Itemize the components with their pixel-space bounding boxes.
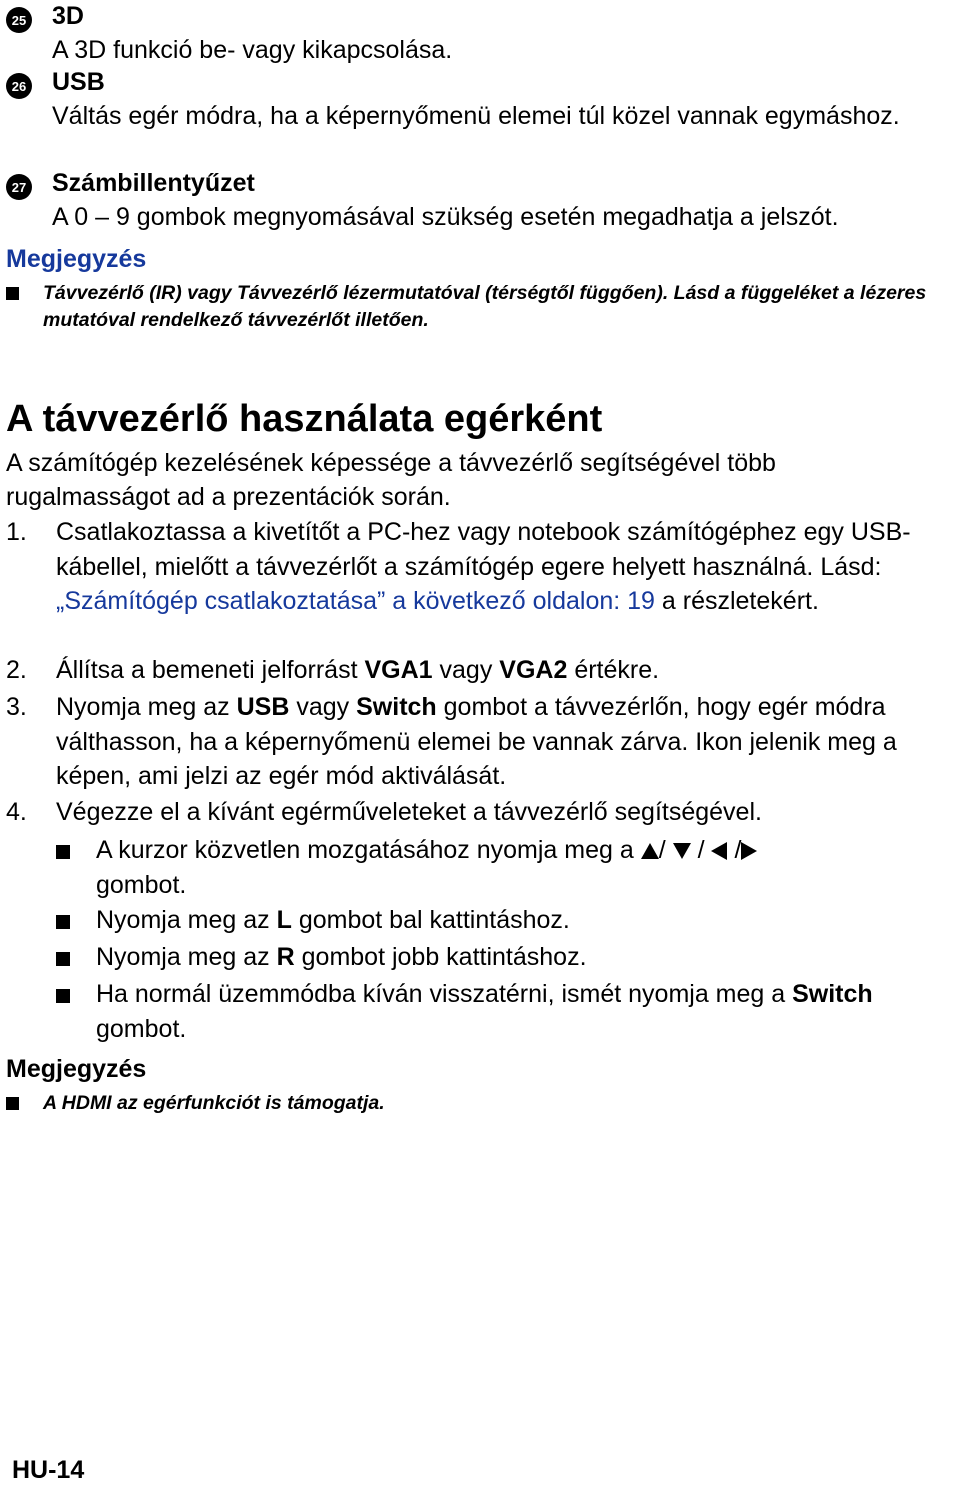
bullet-square-icon — [56, 952, 70, 966]
separator: / — [697, 836, 705, 864]
number-badge: 27 — [6, 174, 32, 200]
step-number: 2. — [6, 656, 27, 684]
bullet-square-icon — [6, 287, 19, 300]
step-text-part: Csatlakoztassa a kivetítőt a PC-hez vagy notebook számítógéphez egy USB-kábellel, mielőtt a távvezérlőt a számítógép egere helyett használná. Lásd: — [56, 518, 911, 581]
number-badge: 25 — [6, 7, 32, 33]
sub-text-part: gombot jobb kattintáshoz. — [294, 943, 587, 971]
sub-item-text — [96, 940, 926, 975]
note-heading: Megjegyzés — [6, 1055, 147, 1083]
step-text — [56, 515, 951, 619]
section-title: A távvezérlő használata egérként — [6, 398, 603, 440]
step-number: 3. — [6, 693, 27, 721]
step-text-part: a részletekért. — [654, 587, 819, 615]
step-text: Végezze el a kívánt egérműveleteket a távvezérlő segítségével. — [56, 798, 762, 826]
bullet-square-icon — [56, 845, 70, 859]
sub-text-part: gombot bal kattintáshoz. — [291, 906, 570, 934]
page-number: HU-14 — [12, 1456, 85, 1484]
sub-text-part: Nyomja meg az — [96, 943, 277, 971]
note-text: Távvezérlő (IR) vagy Távvezérlő lézermutatóval (térségtől függően). Lásd a függeléket a lézeres mutatóval rendelkező távvezérlőt illetően. — [43, 282, 927, 331]
sub-item-text — [96, 977, 926, 1046]
step-number: 4. — [6, 798, 27, 826]
key-title: 3D — [52, 2, 84, 30]
sub-item-text — [96, 833, 926, 902]
sub-text-part: gombot. — [96, 1014, 187, 1043]
step-text-part: értékre. — [567, 656, 660, 684]
bold-term: L — [276, 906, 292, 934]
key-description: A 3D funkció be- vagy kikapcsolása. — [52, 36, 453, 64]
bullet-square-icon — [56, 989, 70, 1003]
step-text — [56, 690, 951, 794]
cross-reference-link[interactable]: „Számítógép csatlakoztatása” a következő oldalon: 19 — [56, 587, 655, 615]
bold-term: USB — [236, 693, 290, 721]
step-text — [56, 653, 951, 688]
step-text-part: vagy — [432, 656, 500, 684]
step-text-part: gombot a távvezérlőn, hogy egér módra válthasson, ha a képernyőmenü elemei be vannak zárva. Ikon jelenik meg a képen, ami jelzi az egér mód aktiválását. — [56, 693, 897, 790]
bullet-square-icon — [6, 1097, 19, 1110]
arrow-left-icon — [711, 842, 727, 860]
bold-term: VGA2 — [499, 656, 568, 684]
key-description: A 0 – 9 gombok megnyomásával szükség esetén megadhatja a jelszót. — [52, 203, 839, 231]
separator: / — [658, 836, 666, 864]
arrow-up-icon — [641, 843, 659, 859]
bullet-square-icon — [56, 915, 70, 929]
sub-item-text — [96, 903, 926, 938]
sub-text-part: Ha normál üzemmódba kíván visszatérni, ismét nyomja meg a — [96, 980, 793, 1008]
sub-text-part: Nyomja meg az — [96, 906, 277, 934]
sub-text-part: gombot. — [96, 870, 187, 899]
key-title: Számbillentyűzet — [52, 169, 255, 197]
number-badge: 26 — [6, 73, 32, 99]
key-title: USB — [52, 68, 105, 96]
step-text-part: Nyomja meg az — [56, 693, 237, 721]
note-text: A HDMI az egérfunkciót is támogatja. — [43, 1092, 385, 1114]
bold-term: VGA1 — [364, 656, 433, 684]
arrow-down-icon — [673, 843, 691, 859]
step-text-part: vagy — [289, 693, 357, 721]
section-intro: A számítógép kezelésének képessége a távvezérlő segítségével több rugalmasságot ad a prezentációk során. — [6, 449, 776, 511]
step-number: 1. — [6, 518, 27, 546]
step-text-part: Állítsa a bemeneti jelforrást — [56, 656, 365, 684]
note-heading: Megjegyzés — [6, 245, 147, 273]
bold-term: R — [276, 943, 295, 971]
key-description: Váltás egér módra, ha a képernyőmenü elemei túl közel vannak egymáshoz. — [52, 102, 900, 130]
separator: / — [734, 836, 742, 864]
bold-term: Switch — [792, 980, 873, 1008]
sub-text-part: A kurzor közvetlen mozgatásához nyomja meg a — [96, 836, 641, 864]
bold-term: Switch — [356, 693, 437, 721]
arrow-right-icon — [741, 842, 757, 860]
